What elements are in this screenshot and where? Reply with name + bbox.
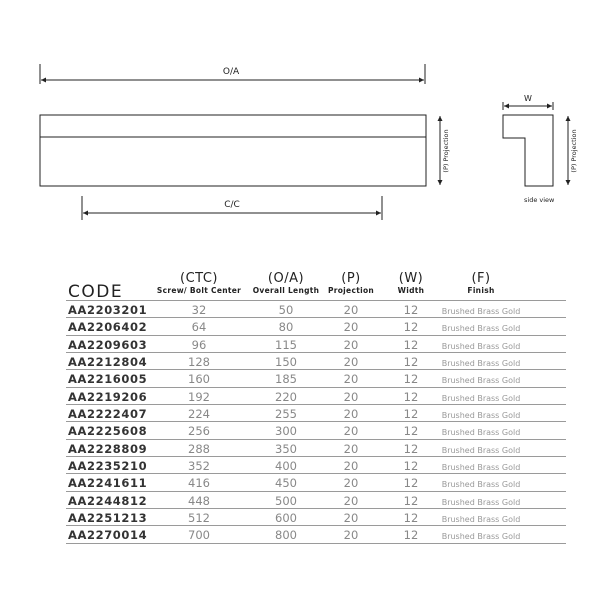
overall-length-label: O/A — [222, 67, 240, 77]
row-ctc: 700 — [188, 528, 210, 543]
row-oa: 255 — [275, 407, 297, 422]
row-w: 12 — [403, 476, 419, 491]
row-oa: 300 — [275, 424, 297, 439]
row-p: 20 — [343, 511, 359, 526]
width-header: (W) Width — [397, 271, 425, 295]
row-f: Brushed Brass Gold — [441, 532, 521, 542]
row-code: AA2222407 — [68, 407, 148, 422]
row-ctc: 64 — [191, 320, 207, 335]
row-code: AA2270014 — [68, 528, 148, 543]
technical-drawing — [0, 0, 600, 230]
row-ctc: 224 — [188, 407, 210, 422]
row-ctc: 192 — [188, 389, 210, 404]
row-oa: 400 — [275, 459, 297, 474]
row-w: 12 — [403, 389, 419, 404]
row-p: 20 — [343, 476, 359, 491]
table-row — [66, 318, 566, 335]
row-p: 20 — [343, 459, 359, 474]
row-code: AA2209603 — [68, 337, 148, 352]
row-oa: 600 — [275, 511, 297, 526]
code-header: CODE — [68, 282, 124, 302]
row-code: AA2235210 — [68, 459, 148, 474]
row-p: 20 — [343, 424, 359, 439]
handle-side-view — [503, 115, 555, 204]
row-ctc: 288 — [188, 441, 210, 456]
row-code: AA2228809 — [68, 441, 148, 456]
table-row — [66, 336, 566, 353]
row-f: Brushed Brass Gold — [441, 324, 521, 334]
row-p: 20 — [343, 493, 359, 508]
row-f: Brushed Brass Gold — [441, 411, 521, 421]
row-code: AA2241611 — [68, 476, 148, 491]
projection-dimension — [440, 116, 450, 185]
row-w: 12 — [403, 372, 419, 387]
row-p: 20 — [343, 303, 359, 317]
handle-front-view — [40, 115, 426, 186]
row-p: 20 — [343, 389, 359, 404]
row-f: Brushed Brass Gold — [441, 376, 521, 386]
row-code: AA2206402 — [68, 320, 148, 335]
table-row — [66, 422, 566, 439]
table-body — [66, 301, 566, 544]
row-f: Brushed Brass Gold — [441, 497, 521, 507]
row-w: 12 — [403, 337, 419, 352]
row-ctc: 160 — [188, 372, 210, 387]
center-to-center-label: C/C — [224, 200, 240, 210]
table-row — [66, 388, 566, 405]
side-projection-label: (P) Projection — [570, 129, 578, 173]
row-f: Brushed Brass Gold — [441, 428, 521, 438]
side-projection-dimension — [568, 116, 578, 185]
row-ctc: 256 — [188, 424, 210, 439]
spec-table — [66, 272, 566, 544]
side-view-label: side view — [524, 196, 555, 204]
row-ctc: 32 — [191, 303, 207, 317]
row-oa: 800 — [275, 528, 297, 543]
row-code: AA2212804 — [68, 355, 148, 370]
row-oa: 500 — [275, 493, 297, 508]
row-p: 20 — [343, 337, 359, 352]
row-oa: 50 — [278, 303, 294, 317]
row-oa: 450 — [275, 476, 297, 491]
row-p: 20 — [343, 441, 359, 456]
row-oa: 150 — [275, 355, 297, 370]
table-row — [66, 440, 566, 457]
row-f: Brushed Brass Gold — [441, 341, 521, 351]
table-row — [66, 405, 566, 422]
projection-header: (P) Projection — [327, 271, 375, 295]
table-header — [66, 272, 566, 300]
row-f: Brushed Brass Gold — [441, 393, 521, 403]
row-f: Brushed Brass Gold — [441, 307, 521, 316]
finish-header: (F) Finish — [467, 271, 495, 295]
row-ctc: 352 — [188, 459, 210, 474]
row-w: 12 — [403, 407, 419, 422]
row-f: Brushed Brass Gold — [441, 480, 521, 490]
projection-label: (P) Projection — [442, 129, 450, 173]
row-w: 12 — [403, 459, 419, 474]
table-row — [66, 509, 566, 526]
table-row — [66, 457, 566, 474]
oa-header: (O/A) Overall Length — [252, 271, 320, 295]
row-w: 12 — [403, 493, 419, 508]
row-code: AA2219206 — [68, 389, 148, 404]
row-p: 20 — [343, 528, 359, 543]
row-oa: 220 — [275, 389, 297, 404]
row-p: 20 — [343, 320, 359, 335]
row-code: AA2244812 — [68, 493, 148, 508]
row-w: 12 — [403, 511, 419, 526]
width-label: W — [524, 94, 532, 103]
row-w: 12 — [403, 441, 419, 456]
row-ctc: 448 — [188, 493, 210, 508]
row-oa: 115 — [275, 337, 297, 352]
row-oa: 350 — [275, 441, 297, 456]
row-w: 12 — [403, 355, 419, 370]
row-ctc: 512 — [188, 511, 210, 526]
row-ctc: 96 — [191, 337, 207, 352]
table-row — [66, 301, 566, 318]
row-ctc: 128 — [188, 355, 210, 370]
row-code: AA2216005 — [68, 372, 148, 387]
table-row — [66, 353, 566, 370]
row-p: 20 — [343, 355, 359, 370]
row-code: AA2251213 — [68, 511, 148, 526]
width-dimension — [503, 94, 553, 110]
table-row — [66, 370, 566, 387]
row-ctc: 416 — [188, 476, 210, 491]
row-f: Brushed Brass Gold — [441, 445, 521, 455]
row-f: Brushed Brass Gold — [441, 359, 521, 369]
row-w: 12 — [403, 424, 419, 439]
center-to-center-dimension — [82, 196, 382, 220]
row-f: Brushed Brass Gold — [441, 463, 521, 473]
row-code: AA2203201 — [68, 303, 148, 317]
row-oa: 185 — [275, 372, 297, 387]
ctc-header: (CTC) Screw/ Bolt Center — [156, 271, 242, 295]
overall-length-dimension — [40, 64, 425, 84]
row-w: 12 — [403, 528, 419, 543]
table-row — [66, 492, 566, 509]
row-p: 20 — [343, 372, 359, 387]
table-row — [66, 474, 566, 491]
row-code: AA2225608 — [68, 424, 148, 439]
table-row — [66, 526, 566, 543]
row-oa: 80 — [278, 320, 294, 335]
row-w: 12 — [403, 320, 419, 335]
row-w: 12 — [403, 303, 419, 317]
row-f: Brushed Brass Gold — [441, 515, 521, 525]
row-p: 20 — [343, 407, 359, 422]
